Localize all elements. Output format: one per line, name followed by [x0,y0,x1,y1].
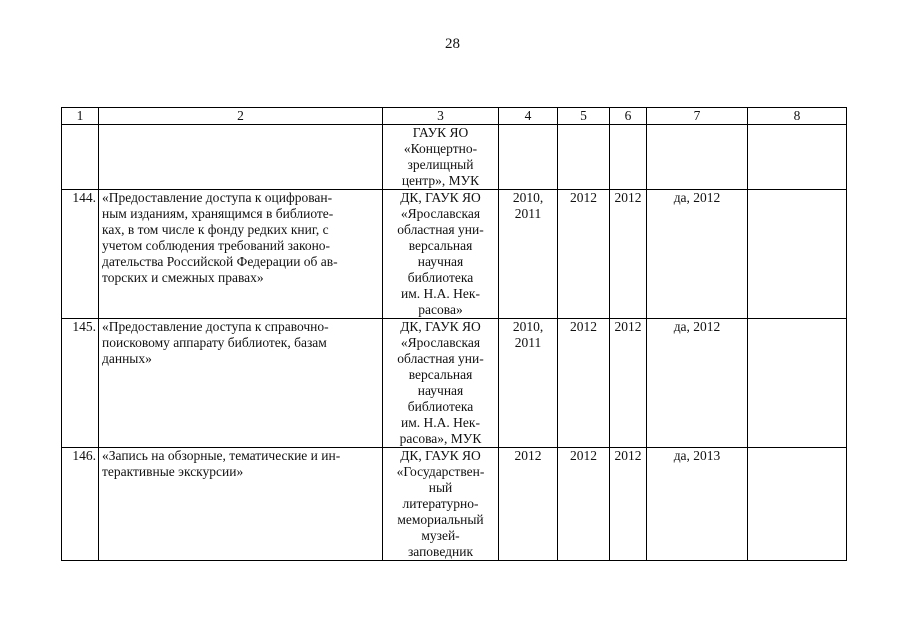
organization-cell-line: версальная [408,367,473,382]
organization-cell-line: областная уни- [397,222,484,237]
header-row [62,108,847,125]
row-number-cell [62,125,99,190]
organization-cell-line: научная [417,383,464,398]
years-cell-line: 2012 [514,448,542,463]
organization-cell-line: центр», МУК [401,173,480,188]
organization-cell [383,125,499,190]
header-cell-1: 1 [62,108,99,125]
service-name-cell [99,448,383,561]
organization-cell-line: ный [428,480,453,495]
header-cell-7: 7 [647,108,748,125]
col5-cell: 2012 [558,319,610,448]
col5-cell [558,125,610,190]
organization-cell-line: музей- [421,528,460,543]
service-name-cell-line: ках, в том числе к фонду редких книг, с [102,222,329,237]
organization-cell-line: «Ярославская [400,206,481,221]
header-cell-8: 8 [748,108,847,125]
years-cell-line: 2010, [512,319,544,334]
col8-cell [748,448,847,561]
row-number-cell: 145. [62,319,99,448]
col7-cell [647,125,748,190]
col5-cell: 2012 [558,190,610,319]
years-cell-line: 2010, [512,190,544,205]
col7-cell: да, 2012 [647,190,748,319]
years-cell [499,190,558,319]
years-cell [499,125,558,190]
years-cell [499,319,558,448]
row-number-cell: 146. [62,448,99,561]
col6-cell: 2012 [610,319,647,448]
col6-cell: 2012 [610,448,647,561]
service-name-cell-line: «Запись на обзорные, тематические и ин- [102,448,341,463]
col8-cell [748,190,847,319]
col8-cell [748,319,847,448]
organization-cell-line: зрелищный [407,157,474,172]
service-name-cell [99,319,383,448]
table-body [62,108,847,561]
table-row [62,190,847,319]
service-name-cell-line: «Предоставление доступа к оцифрован- [102,190,333,205]
service-name-cell-line: дательства Российской Федерации об ав- [102,254,338,269]
organization-cell-line: библиотека [407,399,474,414]
header-cell-2: 2 [99,108,383,125]
service-name-cell-line: терактивные экскурсии» [102,464,244,479]
col7-cell: да, 2013 [647,448,748,561]
service-name-cell-line: данных» [102,351,152,366]
header-cell-3: 3 [383,108,499,125]
organization-cell-line: ДК, ГАУК ЯО [400,319,481,334]
organization-cell-line: «Государствен- [396,464,485,479]
organization-cell-line: «Ярославская [400,335,481,350]
organization-cell-line: версальная [408,238,473,253]
organization-cell-line: областная уни- [397,351,484,366]
organization-cell [383,190,499,319]
table-row [62,319,847,448]
service-name-cell-line: поисковому аппарату библиотек, базам [102,335,327,350]
organization-cell-line: научная [417,254,464,269]
organization-cell-line: им. Н.А. Нек- [401,286,480,301]
organization-cell-line: библиотека [407,270,474,285]
col6-cell [610,125,647,190]
header-cell-5: 5 [558,108,610,125]
organization-cell-line: расова» [418,302,463,317]
service-name-cell [99,190,383,319]
organization-cell-line: ДК, ГАУК ЯО [400,190,481,205]
organization-cell-line: литературно- [402,496,479,511]
col6-cell: 2012 [610,190,647,319]
service-name-cell-line: торских и смежных правах» [102,270,264,285]
service-name-cell-line: ным изданиям, хранящимся в библиоте- [102,206,334,221]
services-table [61,107,847,561]
service-name-cell-line: «Предоставление доступа к справочно- [102,319,329,334]
organization-cell-line: расова», МУК [399,431,482,446]
organization-cell [383,448,499,561]
page-number: 28 [445,36,460,52]
table-row [62,448,847,561]
service-name-cell [99,125,383,190]
years-cell [499,448,558,561]
organization-cell-line: ГАУК ЯО [412,125,469,140]
col5-cell: 2012 [558,448,610,561]
organization-cell [383,319,499,448]
col8-cell [748,125,847,190]
header-cell-6: 6 [610,108,647,125]
organization-cell-line: «Концертно- [403,141,478,156]
organization-cell-line: им. Н.А. Нек- [401,415,480,430]
organization-cell-line: заповедник [407,544,474,559]
service-name-cell-line: учетом соблюдения требований законо- [102,238,331,253]
years-cell-line: 2011 [514,335,542,350]
table-row [62,125,847,190]
col7-cell: да, 2012 [647,319,748,448]
header-cell-4: 4 [499,108,558,125]
years-cell-line: 2011 [514,206,542,221]
organization-cell-line: ДК, ГАУК ЯО [400,448,481,463]
organization-cell-line: мемориальный [397,512,484,527]
row-number-cell: 144. [62,190,99,319]
